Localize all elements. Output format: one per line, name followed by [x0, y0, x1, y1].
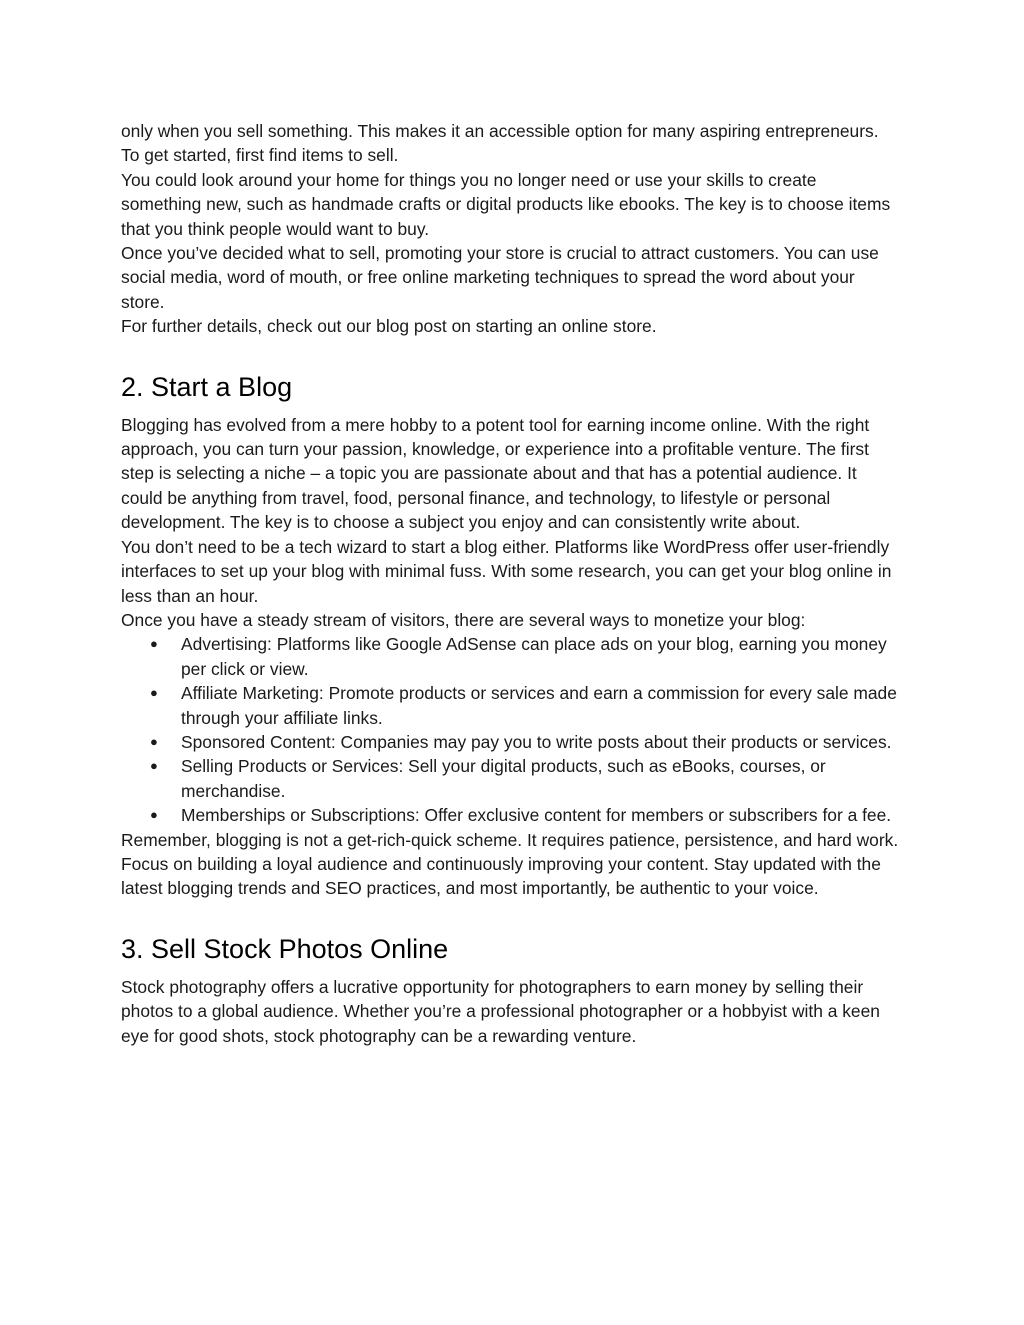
list-item [121, 803, 901, 827]
list-item [121, 754, 901, 803]
intro-paragraph-5: For further details, check out our blog post on starting an online store. [121, 316, 657, 337]
bullet-icon: ● [150, 807, 158, 823]
list-item-text: Sponsored Content: Companies may pay you to write posts about their products or services. [181, 731, 892, 752]
intro-paragraph-4: Once you’ve decided what to sell, promoting your store is crucial to attract customers. You can use social media, word of mouth, or free online marketing techniques to spread the word about your store. [121, 243, 879, 312]
document-page [121, 119, 901, 1048]
bullet-icon: ● [150, 685, 158, 701]
intro-paragraph-2: To get started, first find items to sell. [121, 145, 399, 166]
list-item [121, 730, 901, 754]
blog-paragraph-3: Once you have a steady stream of visitors, there are several ways to monetize your blog: [121, 609, 806, 630]
intro-paragraph-3: You could look around your home for things you no longer need or use your skills to create something new, such as handmade crafts or digital products like ebooks. The key is to choose items that you think people would want to buy. [121, 169, 891, 239]
list-item-text: Advertising: Platforms like Google AdSense can place ads on your blog, earning you money per click or view. [181, 634, 887, 679]
bullet-icon: ● [150, 758, 158, 774]
list-item-text: Affiliate Marketing: Promote products or services and earn a commission for every sale made through your affiliate links. [181, 683, 897, 728]
blog-paragraph-1: Blogging has evolved from a mere hobby to a potent tool for earning income online. With the right approach, you can turn your passion, knowledge, or experience into a profitable venture. The first step is selecting a niche – a topic you are passionate about and that has a potential audience. It could be anything from travel, food, personal finance, and technology, to lifestyle or personal development. The key is to choose a subject you enjoy and can consistently write about. [121, 414, 870, 533]
bullet-icon: ● [150, 733, 158, 749]
bullet-icon: ● [150, 636, 158, 652]
stock-paragraph-1: Stock photography offers a lucrative opportunity for photographers to earn money by selling their photos to a global audience. Whether you’re a professional photographer or a hobbyist with a keen eye for good shots, stock photography can be a rewarding venture. [121, 976, 880, 1046]
monetization-list [121, 632, 901, 827]
blog-paragraph-2: You don’t need to be a tech wizard to start a blog either. Platforms like WordPress offer user-friendly interfaces to set up your blog with minimal fuss. With some research, you can get your blog online in less than an hour. [121, 536, 892, 606]
list-item [121, 681, 901, 730]
blog-paragraph-4: Remember, blogging is not a get-rich-quick scheme. It requires patience, persistence, and hard work. Focus on building a loyal audience and continuously improving your content. Stay updated with the latest blogging trends and SEO practices, and most importantly, be authentic to your voice. [121, 829, 899, 899]
section-heading-sell-stock-photos: 3. Sell Stock Photos Online [121, 933, 449, 964]
intro-paragraph-1: only when you sell something. This makes it an accessible option for many aspiring entrepreneurs. [121, 121, 879, 141]
section-heading-start-a-blog: 2. Start a Blog [121, 371, 293, 402]
list-item [121, 632, 901, 681]
list-item-text: Memberships or Subscriptions: Offer exclusive content for members or subscribers for a fee. [181, 805, 892, 826]
list-item-text: Selling Products or Services: Sell your digital products, such as eBooks, courses, or merchandise. [181, 756, 826, 801]
